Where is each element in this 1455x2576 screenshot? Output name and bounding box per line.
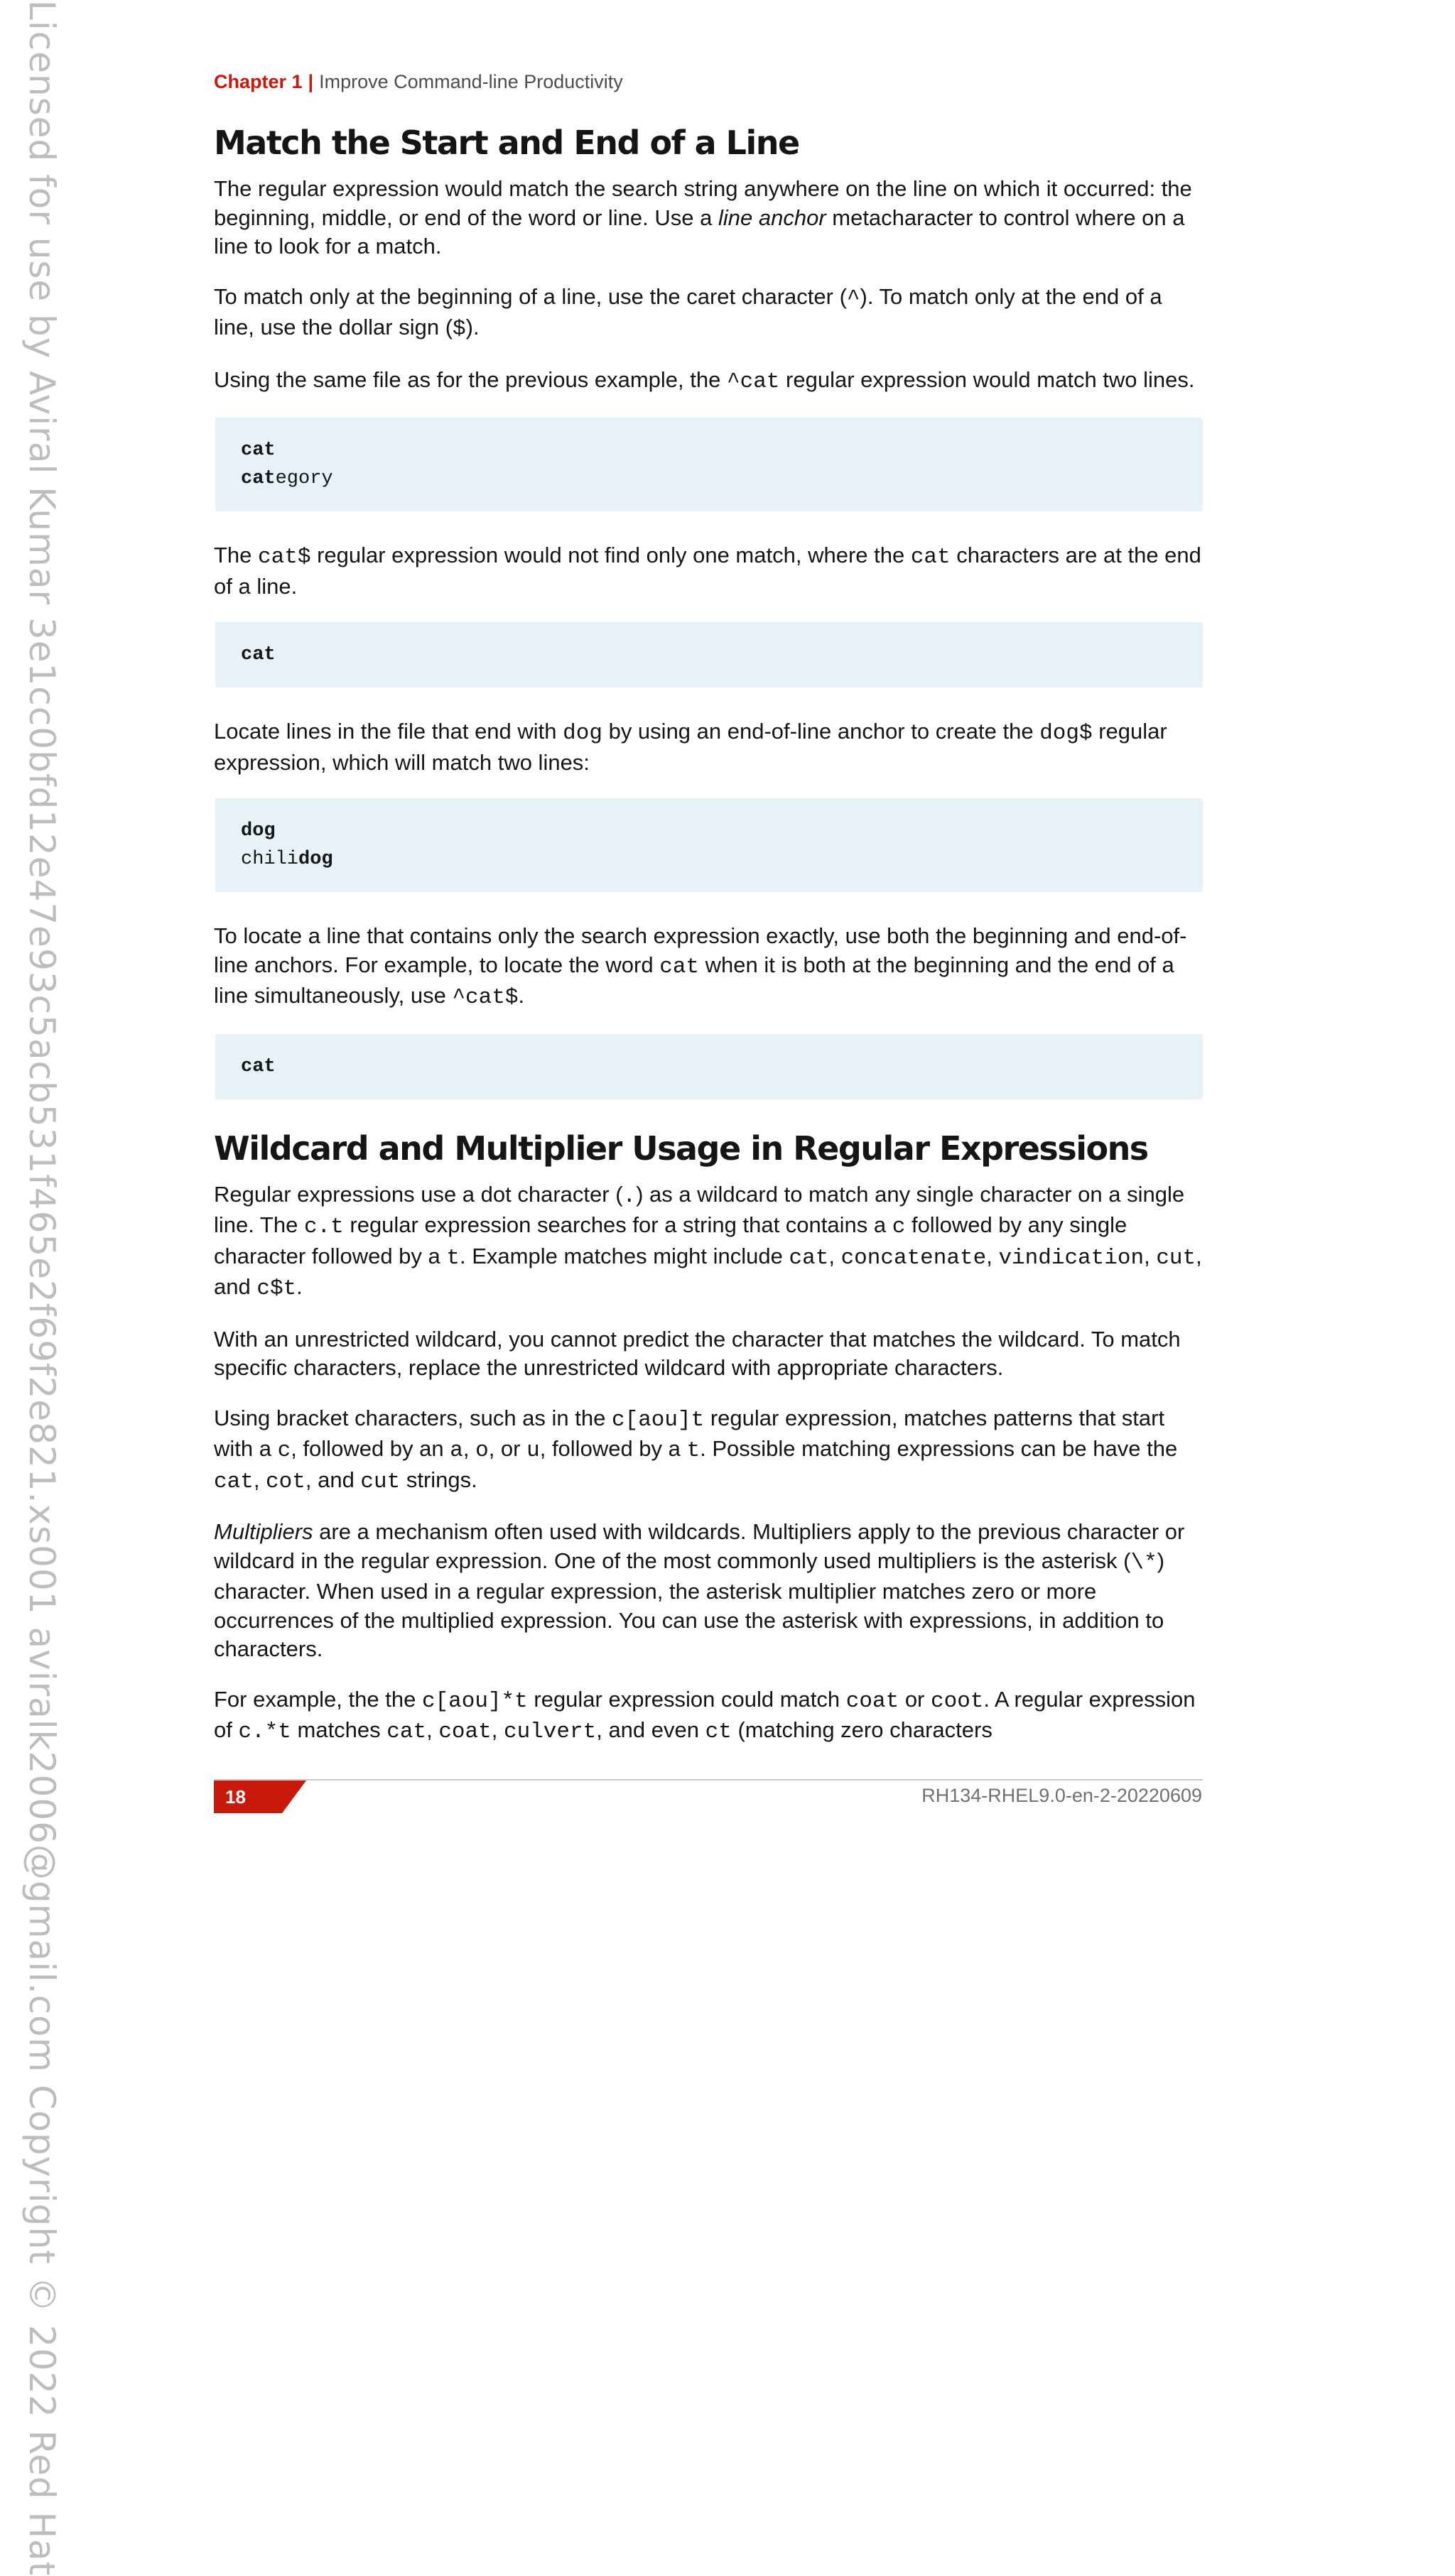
code-block bbox=[215, 1034, 1203, 1099]
license-watermark: Licensed for use by Aviral Kumar 3e1cc0bfd12e47e93c5acb531f465e2f69f2e821.xs001 aviralk2006@gmail.com Copyright © 2022 Red Hat bbox=[21, 0, 63, 2576]
footer-rule bbox=[214, 1779, 1203, 1781]
paragraph: To match only at the beginning of a line, use the caret character (^). To match only at the end of a line, use the dollar sign ($). bbox=[214, 283, 1162, 342]
paragraph: With an unrestricted wildcard, you cannot predict the character that matches the wildcard. To match specific characters, replace the unrestricted wildcard with appropriate characters. bbox=[214, 1326, 1181, 1380]
code-line: category bbox=[241, 468, 333, 489]
paragraph: Using bracket characters, such as in the c[aou]t regular expression, matches patterns that start with a c, followed by an a, o, or u, followed by a t. Possible matching expressions can be have the cat, cot, and cut strings. bbox=[214, 1405, 1178, 1494]
code-line: cat bbox=[241, 440, 276, 461]
paragraph: Multipliers are a mechanism often used with wildcards. Multipliers apply to the previous character or wildcard in the regular expression. One of the most commonly used multipliers is the asterisk (\*) character. When used in a regular expression, the asterisk multiplier matches zero or more occurrences of the multiplied expression. You can use the asterisk with expressions, in addition to characters. bbox=[214, 1519, 1185, 1661]
code-block bbox=[215, 622, 1203, 688]
document-code: RH134-RHEL9.0-en-2-20220609 bbox=[921, 1785, 1202, 1806]
paragraph: Locate lines in the file that end with dog by using an end-of-line anchor to create the dog$ regular expression, which will match two lines: bbox=[214, 719, 1167, 775]
section-heading-wildcards: Wildcard and Multiplier Usage in Regular Expressions bbox=[214, 1129, 1148, 1168]
paragraph: The regular expression would match the search string anywhere on the line on which it occurred: the beginning, middle, or end of the word or line. Use a line anchor metacharacter to control where on a line to look for a match. bbox=[214, 176, 1192, 259]
section-heading-anchors: Match the Start and End of a Line bbox=[214, 124, 799, 162]
chapter-title: Improve Command-line Productivity bbox=[319, 71, 623, 92]
paragraph: To locate a line that contains only the search expression exactly, use both the beginning and end-of-line anchors. For example, to locate the word cat when it is both at the beginning and the end of a line simultaneously, use ^cat$. bbox=[214, 923, 1187, 1010]
paragraph: Using the same file as for the previous example, the ^cat regular expression would match two lines. bbox=[214, 366, 1195, 394]
code-line: cat bbox=[241, 644, 276, 665]
paragraph: Regular expressions use a dot character (.) as a wildcard to match any single character on a single line. The c.t regular expression searches for a string that contains a c followed by any single character followed by a t. Example matches might include cat, concatenate, vindication, cut, and c$t. bbox=[214, 1181, 1202, 1301]
code-line: chilidog bbox=[241, 849, 333, 870]
header-separator: | bbox=[308, 71, 314, 92]
chapter-label: Chapter 1 bbox=[214, 71, 303, 92]
paragraph: For example, the the c[aou]*t regular expression could match coat or coot. A regular expression of c.*t matches cat, coat, culvert, and even ct (matching zero characters bbox=[214, 1686, 1196, 1744]
code-line: dog bbox=[241, 820, 276, 842]
code-block bbox=[215, 418, 1203, 511]
page-number: 18 bbox=[225, 1786, 246, 1808]
running-header bbox=[214, 71, 623, 93]
code-line: cat bbox=[241, 1055, 276, 1077]
code-block bbox=[215, 798, 1203, 892]
page-content bbox=[214, 119, 1203, 1768]
paragraph: The cat$ regular expression would not find only one match, where the cat characters are at the end of a line. bbox=[214, 543, 1201, 599]
